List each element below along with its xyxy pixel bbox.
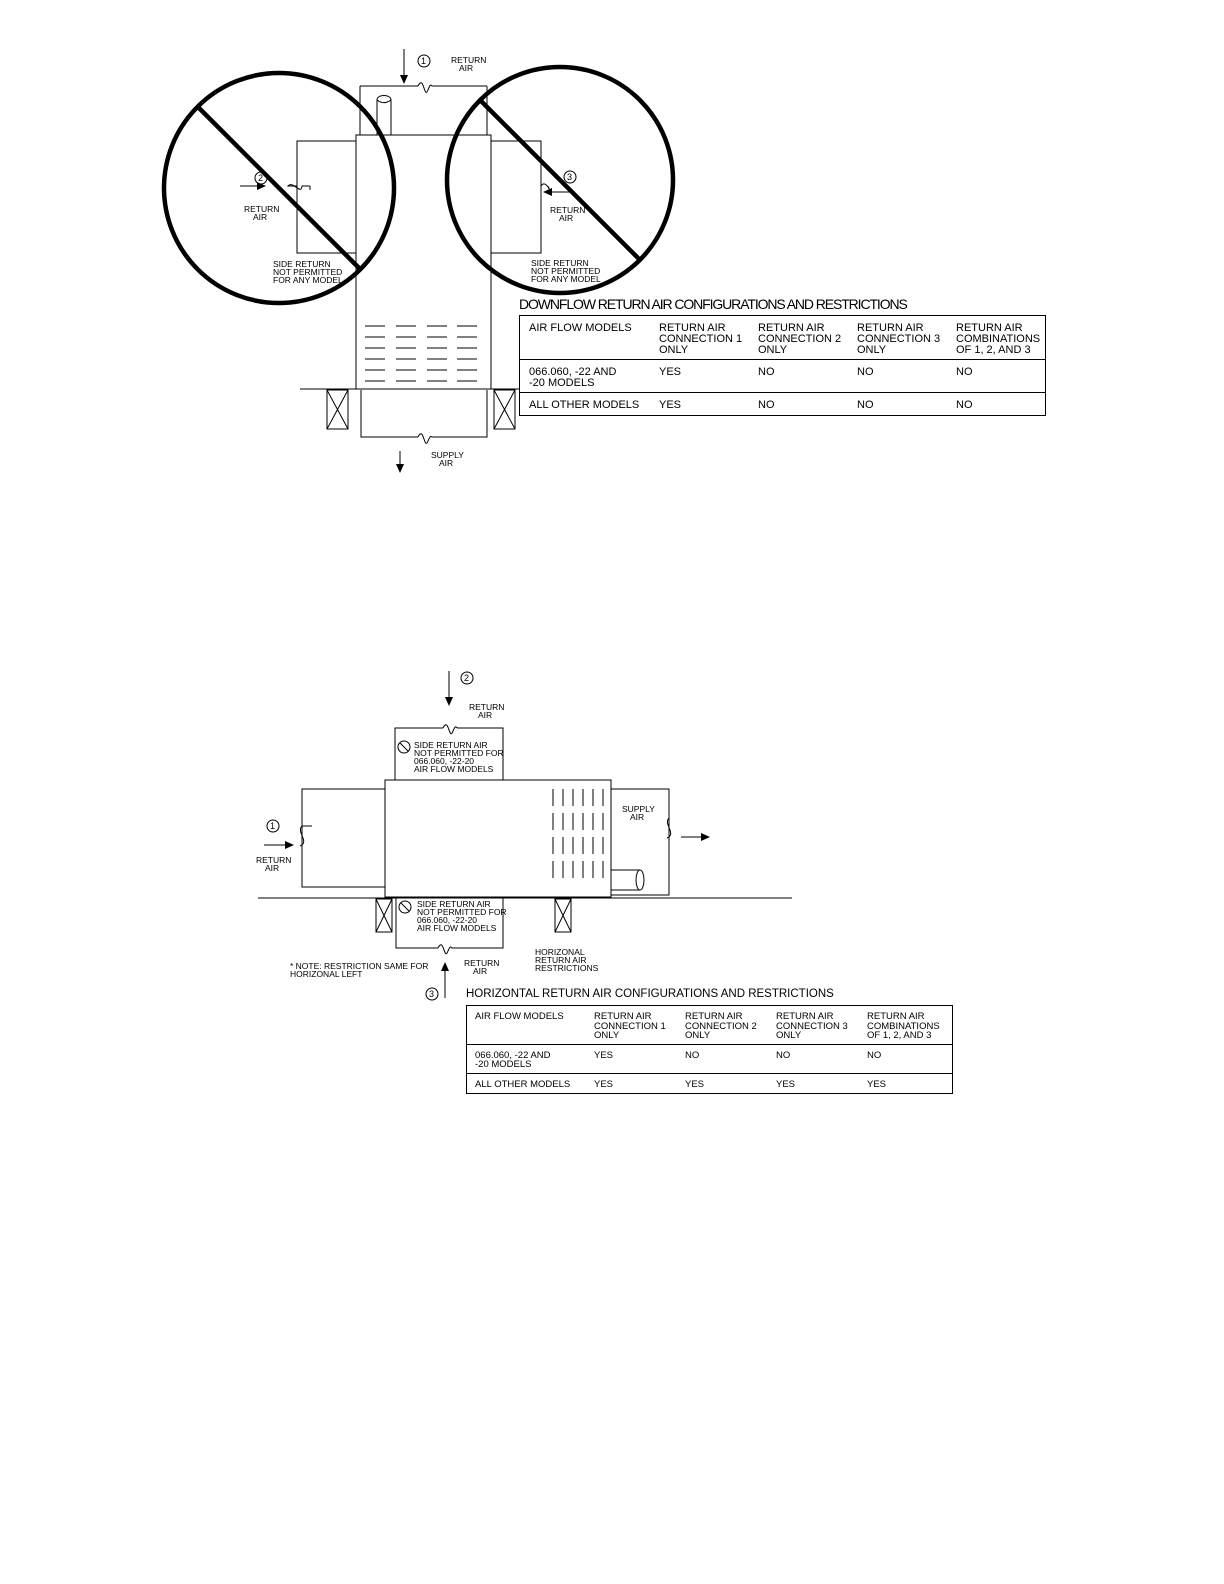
table-row [520, 393, 1046, 416]
table-header-cell: RETURN AIR CONNECTION 2 ONLY [685, 1011, 757, 1041]
table-cell: YES [859, 1073, 953, 1093]
table-header-cell: RETURN AIR CONNECTION 3 ONLY [857, 322, 941, 356]
table-cell: NO [768, 1044, 859, 1073]
table-header-cell: RETURN AIR COMBINATIONS OF 1, 2, AND 3 [867, 1011, 940, 1041]
table-cell: ALL OTHER MODELS [467, 1073, 587, 1093]
table-row [467, 1044, 953, 1073]
downflow-restrictions-table [519, 315, 1046, 416]
downflow-return-air-top-1: RETURN [451, 55, 487, 65]
downflow-side-return-right-3: FOR ANY MODEL [531, 274, 601, 284]
downflow-return-air-top-2: AIR [459, 63, 474, 73]
horizontal-side-return-top-4: AIR FLOW MODELS [414, 764, 494, 774]
downflow-num-1: 1 [421, 56, 427, 66]
horizontal-supply-air-2: AIR [630, 812, 645, 822]
horizontal-return-air-left-1: RETURN [256, 855, 292, 865]
downflow-num-3: 3 [567, 172, 573, 182]
downflow-supply-air-2: AIR [439, 458, 454, 468]
downflow-return-air-left-1: RETURN [244, 204, 280, 214]
downflow-return-air-right-1: RETURN [550, 205, 586, 215]
downflow-side-return-right-2: NOT PERMITTED [531, 266, 601, 276]
table-cell: YES [768, 1073, 859, 1093]
horizontal-return-air-bottom-1: RETURN [464, 958, 500, 968]
horizontal-side-return-top-1: SIDE RETURN AIR [414, 740, 488, 750]
table-header-row [520, 316, 1046, 360]
table-header-cell: AIR FLOW MODELS [475, 1011, 564, 1022]
downflow-table-title: DOWNFLOW RETURN AIR CONFIGURATIONS AND RESTRICTIONS [519, 296, 907, 312]
table-cell: NO [947, 393, 1046, 416]
downflow-side-return-left-1: SIDE RETURN [273, 259, 331, 269]
horizontal-return-air-left-2: AIR [265, 863, 280, 873]
horizontal-side-return-top-2: NOT PERMITTED FOR [414, 748, 504, 758]
horizontal-side-return-bottom-4: AIR FLOW MODELS [417, 923, 497, 933]
table-cell: NO [848, 393, 947, 416]
table-cell: NO [749, 360, 848, 393]
table-cell: NO [749, 393, 848, 416]
horizontal-return-air-bottom-2: AIR [473, 966, 488, 976]
table-cell: YES [650, 393, 749, 416]
table-header-cell: RETURN AIR CONNECTION 2 ONLY [758, 322, 842, 356]
table-cell: NO [859, 1044, 953, 1073]
table-cell: YES [677, 1073, 768, 1093]
horizontal-caption-1: HORIZONAL [535, 947, 585, 957]
horizontal-supply-air-1: SUPPLY [622, 804, 655, 814]
horizontal-table-title: HORIZONTAL RETURN AIR CONFIGURATIONS AND RESTRICTIONS [466, 988, 834, 1000]
table-row [520, 360, 1046, 393]
table-cell: YES [650, 360, 749, 393]
horizontal-caption-2: RETURN AIR [535, 955, 587, 965]
table-row [467, 1073, 953, 1093]
downflow-supply-air-1: SUPPLY [431, 450, 464, 460]
table-header-cell: RETURN AIR CONNECTION 3 ONLY [776, 1011, 848, 1041]
downflow-num-2: 2 [258, 173, 264, 183]
horizontal-return-air-top-2: AIR [478, 710, 493, 720]
horizontal-side-return-bottom-2: NOT PERMITTED FOR [417, 907, 507, 917]
table-cell: YES [586, 1044, 677, 1073]
table-cell: 066.060, -22 AND -20 MODELS [467, 1044, 587, 1073]
downflow-side-return-left-3: FOR ANY MODEL [273, 275, 343, 285]
horizontal-side-return-top-3: 066.060, -22-20 [414, 756, 475, 766]
horizontal-caption-3: RESTRICTIONS [535, 963, 599, 973]
downflow-return-air-left-2: AIR [253, 212, 268, 222]
horizontal-note-1: * NOTE: RESTRICTION SAME FOR [290, 961, 429, 971]
table-cell: NO [947, 360, 1046, 393]
downflow-side-return-right-1: SIDE RETURN [531, 258, 589, 268]
horizontal-side-return-bottom-3: 066.060, -22-20 [417, 915, 478, 925]
downflow-return-air-right-2: AIR [559, 213, 574, 223]
downflow-side-return-left-2: NOT PERMITTED [273, 267, 343, 277]
table-header-row [467, 1006, 953, 1045]
horizontal-note-2: HORIZONAL LEFT [290, 969, 363, 979]
table-header-cell: AIR FLOW MODELS [529, 322, 632, 334]
table-cell: NO [848, 360, 947, 393]
horizontal-side-return-bottom-1: SIDE RETURN AIR [417, 899, 491, 909]
table-cell: NO [677, 1044, 768, 1073]
table-cell: 066.060, -22 AND -20 MODELS [520, 360, 651, 393]
horizontal-restrictions-table [466, 1005, 953, 1094]
horizontal-num-2: 2 [464, 673, 470, 683]
horizontal-return-air-top-1: RETURN [469, 702, 505, 712]
table-header-cell: RETURN AIR COMBINATIONS OF 1, 2, AND 3 [956, 322, 1041, 356]
horizontal-num-1: 1 [270, 821, 276, 831]
horizontal-num-3: 3 [429, 989, 435, 999]
table-header-cell: RETURN AIR CONNECTION 1 ONLY [594, 1011, 666, 1041]
table-cell: YES [586, 1073, 677, 1093]
table-cell: ALL OTHER MODELS [520, 393, 651, 416]
table-header-cell: RETURN AIR CONNECTION 1 ONLY [659, 322, 743, 356]
